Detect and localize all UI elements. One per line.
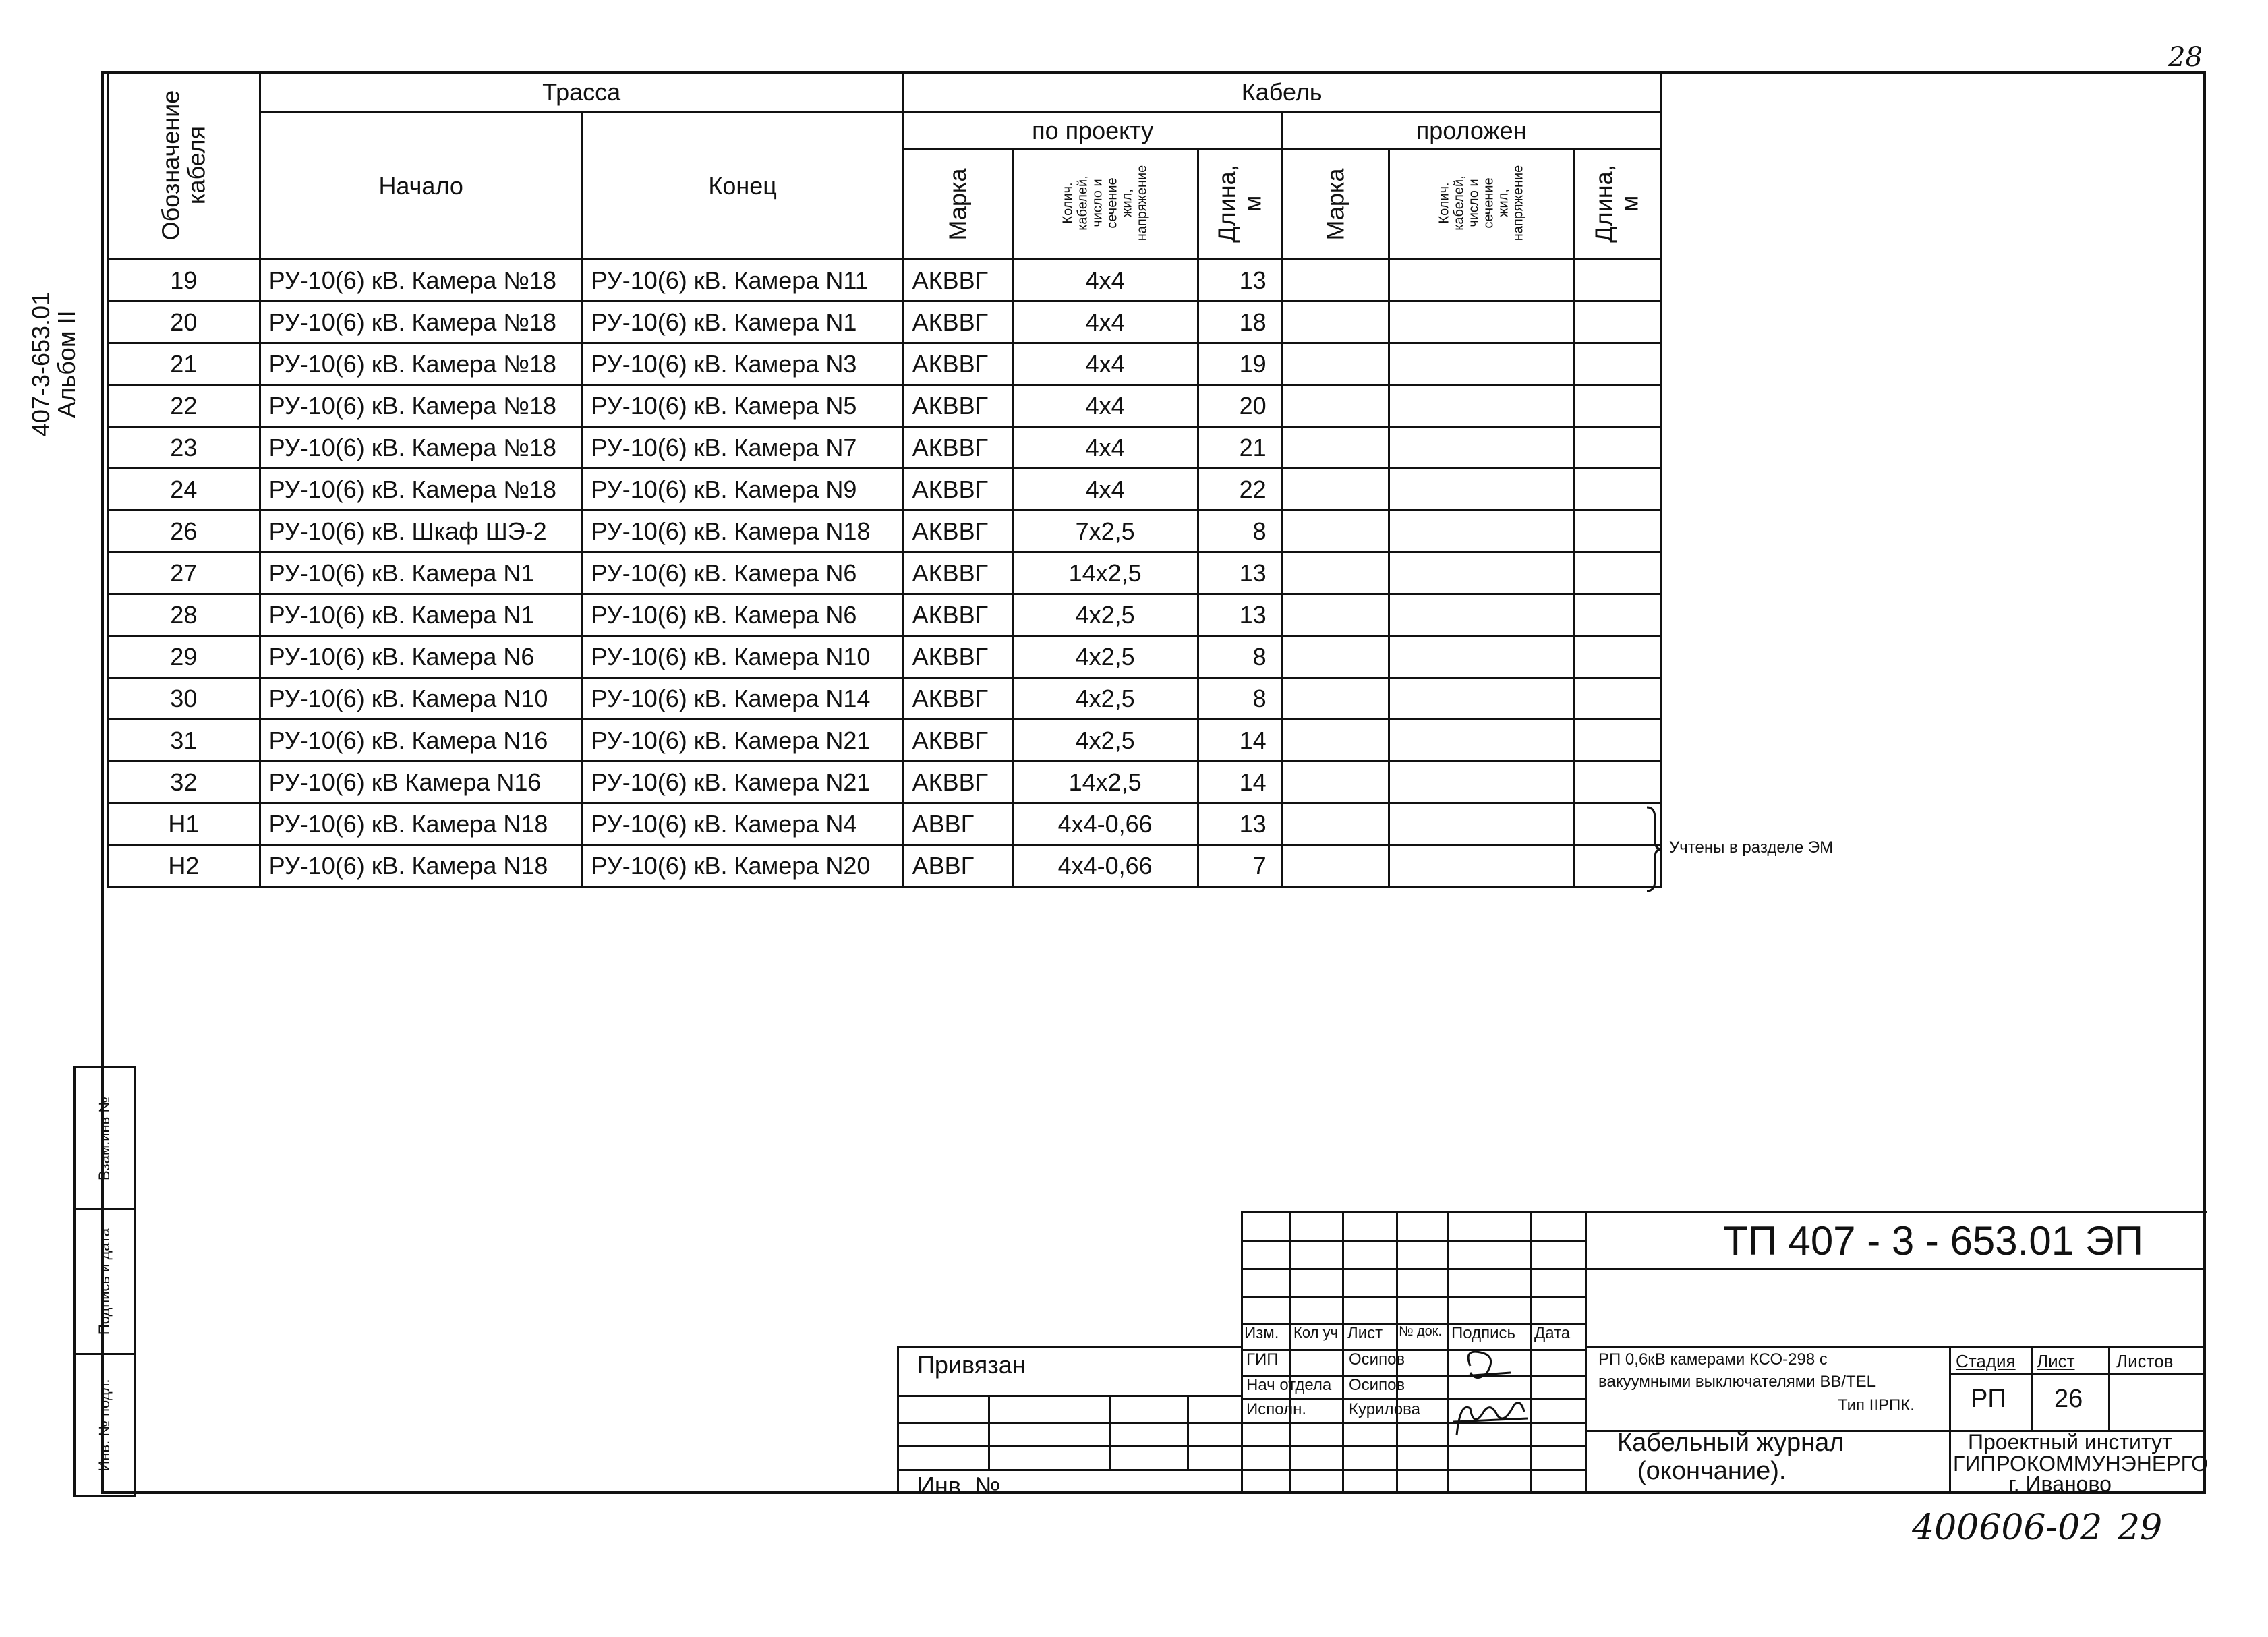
laid-brand-cell [1282,720,1389,762]
brand-cell: АКВВГ [903,301,1012,343]
start-cell: РУ-10(6) кВ. Камера №18 [260,343,582,385]
start-cell: РУ-10(6) кВ. Камера №18 [260,385,582,427]
laid-brand-cell [1282,260,1389,301]
start-cell: РУ-10(6) кВ. Камера N1 [260,552,582,594]
section-cell: 4х4 [1012,385,1198,427]
section-cell: 4х4 [1012,260,1198,301]
role-gip-name: Осипов [1349,1350,1405,1369]
laid-section-cell [1389,301,1574,343]
length-cell: 20 [1198,385,1282,427]
side-stamp-cell: Взам.инв № [76,1068,134,1210]
count-header: Колич. кабелей, число и сечение жил, напряжение [1012,150,1198,260]
length-cell: 22 [1198,469,1282,511]
start-cell: РУ-10(6) кВ. Камера N1 [260,594,582,636]
length-cell: 21 [1198,427,1282,469]
rev-header-sign: Подпись [1451,1324,1515,1342]
laid-brand-cell [1282,594,1389,636]
brand-cell: АКВВГ [903,552,1012,594]
section-cell: 4х4 [1012,469,1198,511]
table-row [108,260,1661,301]
length-cell: 13 [1198,803,1282,845]
laid-length-cell [1574,594,1660,636]
role-exec-name: Курилова [1349,1400,1420,1418]
brand-cell: АКВВГ [903,427,1012,469]
table-row [108,385,1661,427]
header-row [108,113,1661,150]
rev-header-list: Лист [1347,1324,1383,1342]
table-row [108,343,1661,385]
table-row [108,636,1661,678]
brand-cell: АКВВГ [903,762,1012,803]
count-header: Колич. кабелей, число и сечение жил, напряжение [1389,150,1574,260]
length-cell: 18 [1198,301,1282,343]
laid-length-cell [1574,720,1660,762]
laid-section-cell [1389,845,1574,887]
length-cell: 13 [1198,260,1282,301]
cable-id-cell: 32 [108,762,260,803]
laid-section-cell [1389,260,1574,301]
section-cell: 4х2,5 [1012,594,1198,636]
table-row [108,762,1661,803]
laid-length-cell [1574,343,1660,385]
section-cell: 4х2,5 [1012,720,1198,762]
end-cell: РУ-10(6) кВ. Камера N9 [582,469,903,511]
table-row [108,720,1661,762]
brand-header: Марка [1282,150,1389,260]
cable-id-cell: 30 [108,678,260,720]
object-desc-line2: вакуумными выключателями ВВ/TEL [1598,1373,1876,1391]
role-head: Нач отдела [1246,1376,1332,1394]
length-header: Длина, м [1198,150,1282,260]
object-desc-line1: РП 0,6кВ камерами КСО-298 с [1598,1350,1828,1369]
end-cell: РУ-10(6) кВ. Камера N4 [582,803,903,845]
start-cell: РУ-10(6) кВ. Камера №18 [260,469,582,511]
laid-brand-cell [1282,552,1389,594]
end-cell: РУ-10(6) кВ. Камера N6 [582,552,903,594]
length-cell: 19 [1198,343,1282,385]
start-cell: РУ-10(6) кВ. Камера №18 [260,260,582,301]
left-code-line1: 407-3-653.01 [27,291,55,437]
cable-id-cell: 26 [108,511,260,552]
org-line1: Проектный институт [1968,1430,2172,1454]
laid-brand-cell [1282,636,1389,678]
table-row [108,427,1661,469]
brand-cell: АКВВГ [903,511,1012,552]
section-cell: 7х2,5 [1012,511,1198,552]
inv-label: Инв. № [917,1472,1001,1499]
stage-label: Стадия [1956,1351,2016,1371]
cable-id-cell: Н2 [108,845,260,887]
brand-cell: АКВВГ [903,260,1012,301]
laid-brand-cell [1282,385,1389,427]
cable-id-cell: 21 [108,343,260,385]
brand-cell: АКВВГ [903,636,1012,678]
doc-title-line2: (окончание). [1637,1457,1786,1485]
role-exec: Исполн. [1246,1400,1306,1418]
brand-cell: АКВВГ [903,720,1012,762]
section-cell: 4х2,5 [1012,636,1198,678]
laid-section-cell [1389,343,1574,385]
sheets-label: Листов [2116,1351,2174,1371]
section-cell: 4х4 [1012,301,1198,343]
end-cell: РУ-10(6) кВ. Камера N18 [582,511,903,552]
sheet-value: 26 [2054,1385,2083,1413]
laid-section-cell [1389,427,1574,469]
laid-brand-cell [1282,469,1389,511]
laid-header: проложен [1282,113,1660,150]
laid-brand-cell [1282,343,1389,385]
end-cell: РУ-10(6) кВ. Камера N6 [582,594,903,636]
table-row [108,552,1661,594]
cable-id-cell: 20 [108,301,260,343]
laid-length-cell [1574,427,1660,469]
document-code: ТП 407 - 3 - 653.01 ЭП [1723,1218,2143,1263]
start-header: Начало [260,113,582,260]
table-row [108,469,1661,511]
object-desc-line3: Тип IIРПК. [1838,1396,1915,1414]
brand-cell: АКВВГ [903,469,1012,511]
by-project-header: по проекту [903,113,1282,150]
cable-id-cell: 31 [108,720,260,762]
brand-cell: АКВВГ [903,594,1012,636]
laid-brand-cell [1282,678,1389,720]
brand-cell: АКВВГ [903,385,1012,427]
start-cell: РУ-10(6) кВ. Камера №18 [260,427,582,469]
end-cell: РУ-10(6) кВ. Камера N3 [582,343,903,385]
signature-icon [1450,1395,1534,1442]
end-cell: РУ-10(6) кВ. Камера N21 [582,720,903,762]
header-row [108,72,1661,113]
laid-section-cell [1389,720,1574,762]
section-cell: 4х4-0,66 [1012,845,1198,887]
sheet-corner-number: 28 [2168,42,2203,73]
cable-id-cell: Н1 [108,803,260,845]
laid-section-cell [1389,762,1574,803]
rev-header-kolich: Кол уч [1293,1324,1338,1341]
start-cell: РУ-10(6) кВ. Камера N16 [260,720,582,762]
table-row [108,845,1661,887]
length-cell: 8 [1198,678,1282,720]
end-cell: РУ-10(6) кВ. Камера N11 [582,260,903,301]
table-row [108,301,1661,343]
laid-length-cell [1574,678,1660,720]
sheet-label: Лист [2037,1351,2075,1371]
note-text: Учтены в разделе ЭМ [1669,838,1834,857]
start-cell: РУ-10(6) кВ. Шкаф ШЭ-2 [260,511,582,552]
cable-id-cell: 23 [108,427,260,469]
laid-section-cell [1389,594,1574,636]
table-row [108,803,1661,845]
laid-brand-cell [1282,511,1389,552]
laid-section-cell [1389,385,1574,427]
length-cell: 14 [1198,720,1282,762]
end-cell: РУ-10(6) кВ. Камера N7 [582,427,903,469]
start-cell: РУ-10(6) кВ. Камера N6 [260,636,582,678]
designation-header: Обозначение кабеля [108,72,260,260]
doc-title-line1: Кабельный журнал [1617,1429,1844,1457]
stage-value: РП [1971,1385,2006,1413]
cable-id-cell: 27 [108,552,260,594]
rev-header-doc: № док. [1399,1324,1443,1339]
side-stamp-cell: Подпись и дата [76,1210,134,1355]
cable-id-cell: 29 [108,636,260,678]
start-cell: РУ-10(6) кВ. Камера N18 [260,845,582,887]
section-cell: 14х2,5 [1012,762,1198,803]
brace-icon [1646,806,1663,892]
laid-length-cell [1574,636,1660,678]
length-cell: 7 [1198,845,1282,887]
laid-section-cell [1389,469,1574,511]
laid-length-cell [1574,469,1660,511]
table-row [108,511,1661,552]
laid-length-cell [1574,301,1660,343]
laid-length-cell [1574,385,1660,427]
laid-brand-cell [1282,845,1389,887]
end-cell: РУ-10(6) кВ. Камера N5 [582,385,903,427]
table-row [108,594,1661,636]
role-gip: ГИП [1246,1350,1279,1369]
route-header: Трасса [260,72,903,113]
end-cell: РУ-10(6) кВ. Камера N14 [582,678,903,720]
section-cell: 4х4-0,66 [1012,803,1198,845]
side-stamp [73,1066,136,1497]
brand-header: Марка [903,150,1012,260]
start-cell: РУ-10(6) кВ. Камера N10 [260,678,582,720]
rev-header-izm: Изм. [1244,1324,1279,1342]
length-cell: 13 [1198,594,1282,636]
section-cell: 4х2,5 [1012,678,1198,720]
role-head-name: Осипов [1349,1376,1405,1394]
end-header: Конец [582,113,903,260]
laid-section-cell [1389,552,1574,594]
laid-section-cell [1389,803,1574,845]
length-cell: 13 [1198,552,1282,594]
side-stamp-cell: Инв. № подл. [96,1378,113,1472]
start-cell: РУ-10(6) кВ. Камера N18 [260,803,582,845]
brand-cell: АВВГ [903,803,1012,845]
length-header: Длина, м [1574,150,1660,260]
laid-section-cell [1389,511,1574,552]
end-cell: РУ-10(6) кВ. Камера N10 [582,636,903,678]
table-row [108,678,1661,720]
table-body [108,260,1661,887]
page-number: 29 [2118,1507,2163,1548]
laid-section-cell [1389,636,1574,678]
laid-brand-cell [1282,301,1389,343]
end-cell: РУ-10(6) кВ. Камера N21 [582,762,903,803]
brand-cell: АКВВГ [903,343,1012,385]
cable-id-cell: 22 [108,385,260,427]
laid-length-cell [1574,762,1660,803]
cable-id-cell: 19 [108,260,260,301]
section-cell: 14х2,5 [1012,552,1198,594]
laid-length-cell [1574,260,1660,301]
org-line3: г. Иваново [2008,1472,2112,1496]
laid-length-cell [1574,511,1660,552]
length-cell: 8 [1198,636,1282,678]
rev-header-date: Дата [1534,1324,1571,1342]
brand-cell: АВВГ [903,845,1012,887]
signature-icon [1450,1346,1528,1400]
left-code-line2: Альбом II [53,310,80,418]
start-cell: РУ-10(6) кВ. Камера №18 [260,301,582,343]
brand-cell: АКВВГ [903,678,1012,720]
laid-brand-cell [1282,762,1389,803]
end-cell: РУ-10(6) кВ. Камера N20 [582,845,903,887]
end-cell: РУ-10(6) кВ. Камера N1 [582,301,903,343]
cable-id-cell: 24 [108,469,260,511]
laid-length-cell [1574,552,1660,594]
archive-number: 400606-02 [1912,1507,2103,1548]
laid-brand-cell [1282,427,1389,469]
length-cell: 8 [1198,511,1282,552]
cable-id-cell: 28 [108,594,260,636]
section-cell: 4х4 [1012,343,1198,385]
laid-brand-cell [1282,803,1389,845]
left-project-code [28,292,80,436]
cable-header: Кабель [903,72,1660,113]
org-line2: ГИПРОКОММУНЭНЕРГО [1953,1452,2208,1476]
laid-section-cell [1389,678,1574,720]
bound-label: Привязан [917,1351,1026,1379]
cable-journal-table [107,71,1662,888]
start-cell: РУ-10(6) кВ Камера N16 [260,762,582,803]
length-cell: 14 [1198,762,1282,803]
section-cell: 4х4 [1012,427,1198,469]
